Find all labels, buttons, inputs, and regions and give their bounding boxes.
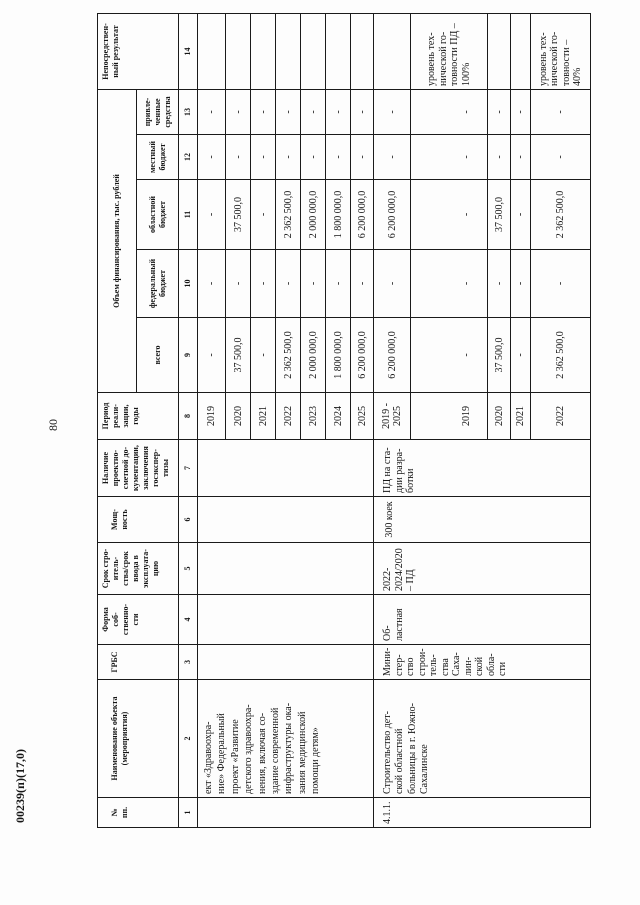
result-cell <box>326 14 351 90</box>
total-cell: 2 000 000,0 <box>301 318 326 393</box>
regional-budget-cell: 37 500,0 <box>488 180 511 250</box>
column-number: 2 <box>179 680 198 798</box>
header-construction-term: Срок стро- итель- ства/срок ввода в эксплуата- цию <box>98 543 179 595</box>
total-cell: - <box>251 318 276 393</box>
regional-budget-cell: - <box>411 180 488 250</box>
period-cell: 2025 <box>351 393 374 440</box>
total-cell: 1 800 000,0 <box>326 318 351 393</box>
regional-budget-cell: 6 200 000,0 <box>351 180 374 250</box>
federal-budget-cell: - <box>411 250 488 318</box>
attracted-funds-cell: - <box>226 90 251 135</box>
period-cell: 2019 <box>411 393 488 440</box>
program-table <box>97 14 590 828</box>
column-number: 11 <box>179 180 198 250</box>
period-cell: 2022 <box>276 393 301 440</box>
total-cell: 2 362 500,0 <box>276 318 301 393</box>
total-cell: - <box>511 318 531 393</box>
column-number: 3 <box>179 645 198 680</box>
period-cell: 2022 <box>531 393 591 440</box>
capacity-cell <box>198 497 374 543</box>
period-cell: 2020 <box>488 393 511 440</box>
local-budget-cell: - <box>326 135 351 180</box>
result-cell: уровень тех- нической го- товности – 40% <box>531 14 591 90</box>
column-number: 14 <box>179 14 198 90</box>
attracted-funds-cell: - <box>374 90 411 135</box>
total-cell: - <box>411 318 488 393</box>
local-budget-cell: - <box>301 135 326 180</box>
header-local-budget: местный бюджет <box>137 135 179 180</box>
local-budget-cell: - <box>251 135 276 180</box>
local-budget-cell: - <box>411 135 488 180</box>
regional-budget-cell: - <box>251 180 276 250</box>
column-number: 13 <box>179 90 198 135</box>
result-cell <box>488 14 511 90</box>
local-budget-cell: - <box>511 135 531 180</box>
grbs-cell: Мини- стер- ство строи- тель- ства Саха- лин- ской обла- сти <box>374 645 591 680</box>
local-budget-cell: - <box>374 135 411 180</box>
federal-budget-cell: - <box>251 250 276 318</box>
federal-budget-cell: - <box>511 250 531 318</box>
ownership-cell: Об- ластная <box>374 595 591 645</box>
column-number: 12 <box>179 135 198 180</box>
header-ownership-form: Форма соб- ственно- сти <box>98 595 179 645</box>
header-row <box>98 14 137 828</box>
result-cell <box>374 14 411 90</box>
construction-term-cell: 2022- 2024/2020 – ПД <box>374 543 591 595</box>
federal-budget-cell: - <box>301 250 326 318</box>
column-number: 9 <box>179 318 198 393</box>
table-row <box>198 14 226 828</box>
column-number: 7 <box>179 440 198 497</box>
column-number-row <box>179 14 198 828</box>
capacity-cell: 300 коек <box>374 497 591 543</box>
total-cell: 6 200 000,0 <box>351 318 374 393</box>
page-number: 80 <box>46 419 60 431</box>
header-result: Непосредствен- ный результат <box>98 14 179 90</box>
attracted-funds-cell: - <box>301 90 326 135</box>
header-capacity: Мощ- ность <box>98 497 179 543</box>
table-row <box>374 14 411 828</box>
item-number-cell: 4.1.1. <box>374 798 591 828</box>
document-code: 00239(п)(17,0) <box>13 749 27 823</box>
total-cell: 6 200 000,0 <box>374 318 411 393</box>
regional-budget-cell: 2 000 000,0 <box>301 180 326 250</box>
header-attracted-funds: привле- ченные средства <box>137 90 179 135</box>
period-cell: 2023 <box>301 393 326 440</box>
period-cell: 2021 <box>251 393 276 440</box>
grbs-cell <box>198 645 374 680</box>
result-cell <box>226 14 251 90</box>
column-number: 4 <box>179 595 198 645</box>
header-item-number: № пп. <box>98 798 179 828</box>
total-cell: - <box>198 318 226 393</box>
header-federal-budget: федеральный бюджет <box>137 250 179 318</box>
regional-budget-cell: 6 200 000,0 <box>374 180 411 250</box>
local-budget-cell: - <box>198 135 226 180</box>
federal-budget-cell: - <box>531 250 591 318</box>
result-cell <box>351 14 374 90</box>
design-docs-cell <box>198 440 374 497</box>
object-name-cell: Строительство дет- ской областной больницы в г. Южно- Сахалинске <box>374 680 591 798</box>
total-cell: 37 500,0 <box>488 318 511 393</box>
design-docs-cell: ПД на ста- дии разра- ботки <box>374 440 591 497</box>
attracted-funds-cell: - <box>488 90 511 135</box>
attracted-funds-cell: - <box>531 90 591 135</box>
header-funding-group: Объем финансирования, тыс. рублей <box>98 90 137 393</box>
attracted-funds-cell: - <box>351 90 374 135</box>
federal-budget-cell: - <box>198 250 226 318</box>
federal-budget-cell: - <box>374 250 411 318</box>
local-budget-cell: - <box>351 135 374 180</box>
result-cell: уровень тех- нической го- товности ПД – 100% <box>411 14 488 90</box>
ownership-cell <box>198 595 374 645</box>
construction-term-cell <box>198 543 374 595</box>
header-grbs: ГРБС <box>98 645 179 680</box>
attracted-funds-cell: - <box>411 90 488 135</box>
attracted-funds-cell: - <box>251 90 276 135</box>
header-design-documentation: Наличие проектно- сметной до- кументации, заключения госэкспер- тизы <box>98 440 179 497</box>
column-number: 10 <box>179 250 198 318</box>
period-cell: 2019 - 2025 <box>374 393 411 440</box>
header-object-name: Наименование объекта (мероприятия) <box>98 680 179 798</box>
period-cell: 2019 <box>198 393 226 440</box>
local-budget-cell: - <box>276 135 301 180</box>
item-number-cell <box>198 798 374 828</box>
regional-budget-cell: - <box>198 180 226 250</box>
regional-budget-cell: - <box>511 180 531 250</box>
local-budget-cell: - <box>488 135 511 180</box>
federal-budget-cell: - <box>276 250 301 318</box>
header-total: всего <box>137 318 179 393</box>
header-regional-budget: областной бюджет <box>137 180 179 250</box>
local-budget-cell: - <box>226 135 251 180</box>
result-cell <box>511 14 531 90</box>
object-name-cell: ект «Здравоохра- ние» Федеральный проект «Развитие детского здравоохра- нения, включая со- здание современной инфраструктуры ока- зания медицинской помощи детям» <box>198 680 374 798</box>
regional-budget-cell: 2 362 500,0 <box>276 180 301 250</box>
result-cell <box>276 14 301 90</box>
column-number: 8 <box>179 393 198 440</box>
result-cell <box>198 14 226 90</box>
federal-budget-cell: - <box>488 250 511 318</box>
column-number: 6 <box>179 497 198 543</box>
funding-table <box>97 13 591 828</box>
result-cell <box>251 14 276 90</box>
local-budget-cell: - <box>531 135 591 180</box>
column-number: 5 <box>179 543 198 595</box>
federal-budget-cell: - <box>326 250 351 318</box>
attracted-funds-cell: - <box>326 90 351 135</box>
total-cell: 2 362 500,0 <box>531 318 591 393</box>
regional-budget-cell: 37 500,0 <box>226 180 251 250</box>
column-number: 1 <box>179 798 198 828</box>
period-cell: 2021 <box>511 393 531 440</box>
header-period: Период реали- зации, годы <box>98 393 179 440</box>
federal-budget-cell: - <box>351 250 374 318</box>
total-cell: 37 500,0 <box>226 318 251 393</box>
attracted-funds-cell: - <box>511 90 531 135</box>
attracted-funds-cell: - <box>198 90 226 135</box>
federal-budget-cell: - <box>226 250 251 318</box>
period-cell: 2020 <box>226 393 251 440</box>
period-cell: 2024 <box>326 393 351 440</box>
regional-budget-cell: 2 362 500,0 <box>531 180 591 250</box>
attracted-funds-cell: - <box>276 90 301 135</box>
regional-budget-cell: 1 800 000,0 <box>326 180 351 250</box>
result-cell <box>301 14 326 90</box>
